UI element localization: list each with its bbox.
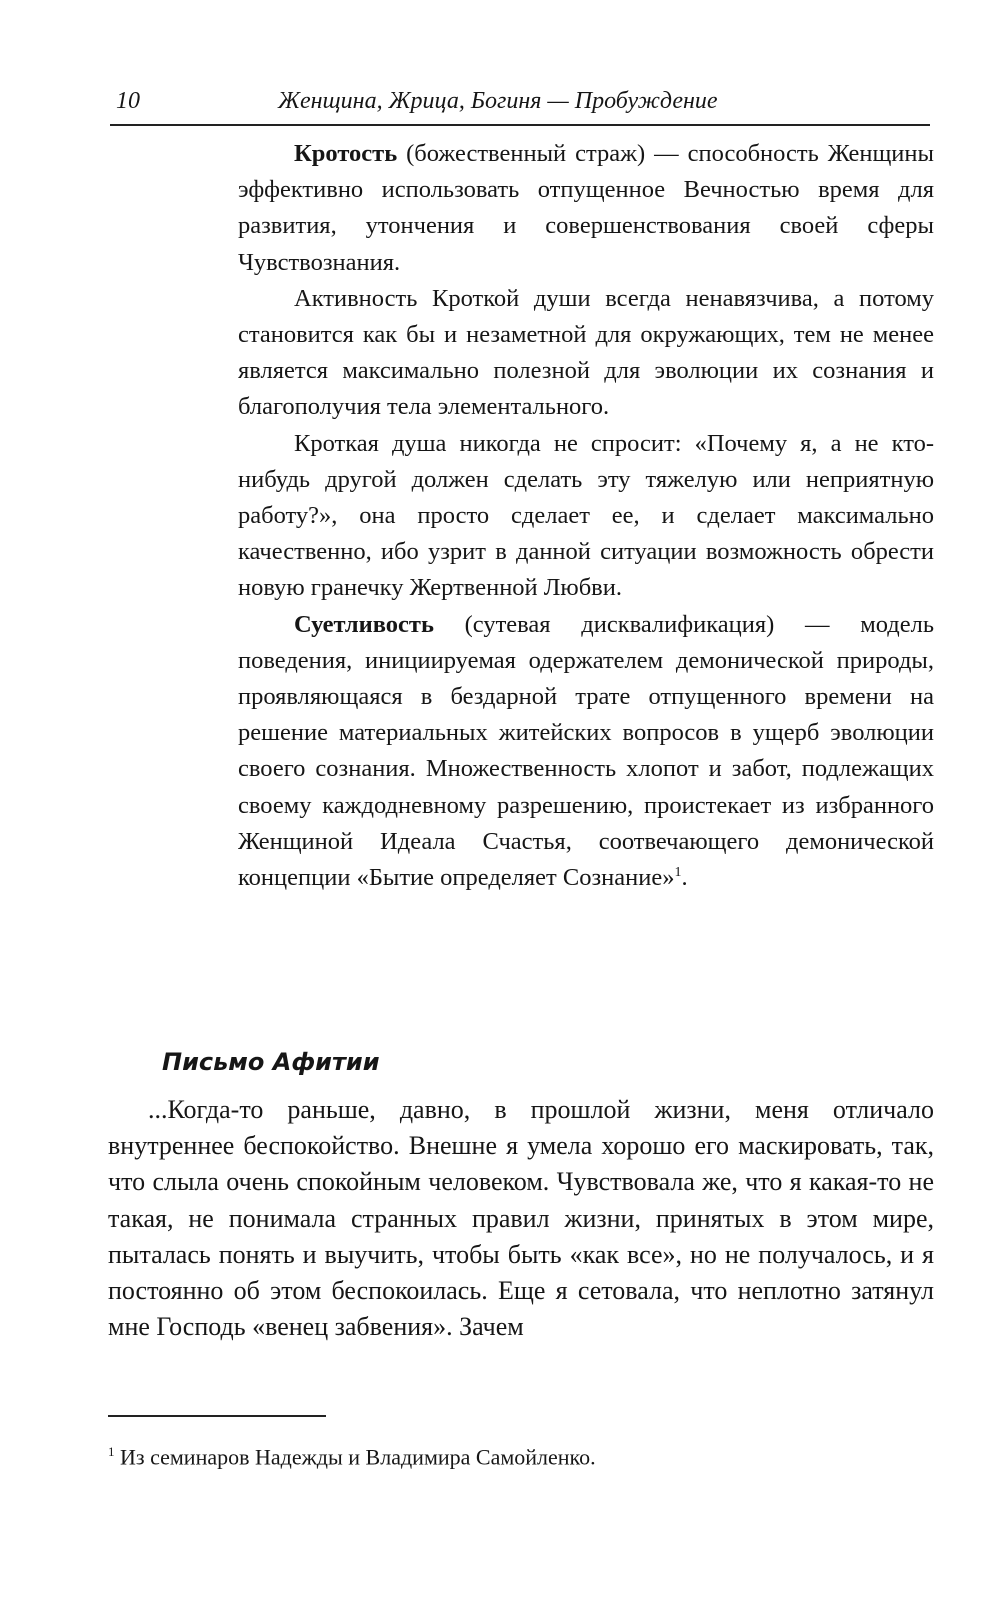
paragraph-activity-text: Активность Кроткой души всегда ненавязчива, а потому становится как бы и незаметной для окружающих, тем не менее является максимально полезной для эволюции их сознания и благополучия тела элементального. — [238, 284, 934, 421]
paragraph-meek-soul — [238, 426, 934, 607]
paragraph-meek-soul-text: Кроткая душа никогда не спросит: «Почему я, а не кто-нибудь другой должен сделать эту тяжелую или неприятную работу?», она просто сделает ее, и сделает максимально качественно, ибо узрит в данной ситуации возможность обрести новую гранечку Жертвенной Любви. — [238, 429, 934, 602]
paragraph-suetlivost-end: . — [681, 864, 688, 892]
page-header — [110, 82, 930, 126]
footnote — [108, 1438, 934, 1471]
term-krotost: Кротость — [294, 140, 398, 167]
footnote-reference: 1 — [674, 864, 682, 880]
paragraph-suetlivost — [238, 607, 934, 897]
letter-section — [108, 1044, 934, 1345]
footnote-divider — [108, 1415, 326, 1417]
letter-heading: Письмо Афитии — [162, 1048, 380, 1076]
term-suetlivost: Суетливость — [294, 610, 434, 638]
definitions-block — [238, 136, 934, 896]
letter-text: ...Когда-то раньше, давно, в прошлой жизни, меня отличало внутреннее беспокойство. Внешне я умела хорошо его маскировать, так, что слыла очень спокойным человеком. Чувствовала же, что я какая-то не такая, не понимала странных правил жизни, принятых в этом мире, пыталась понять и выучить, чтобы быть «как все», но не получалось, и я постоянно об этом беспокоилась. Еще я сетовала, что неплотно затянул мне Господь «венец забвения». Зачем — [108, 1095, 934, 1342]
paragraph-activity — [238, 281, 934, 426]
paragraph-suetlivost-text: (сутевая дисквалификация) — модель поведения, инициируемая одержателем демонической природы, проявляющаяся в бездарной трате отпущенного времени на решение материальных житейских вопросов в ущерб эволюции своего сознания. Множественность хлопот и забот, подлежащих своему каждодневному разрешению, проистекает из избранного Женщиной Идеала Счастья, соотвечающего демонической концепции «Бытие определяет Сознание» — [238, 610, 934, 892]
page-number: 10 — [116, 88, 140, 114]
running-title: Женщина, Жрица, Богиня — Пробуждение — [278, 88, 718, 114]
paragraph-krotost — [238, 136, 934, 281]
footnote-text: Из семинаров Надежды и Владимира Самойленко. — [114, 1444, 596, 1470]
footnote-marker: 1 — [108, 1444, 115, 1459]
paragraph-krotost-text: (божественный страж) — способность Женщины эффективно использовать отпущенное Вечностью время для развития, утончения и совершенствования своей сферы Чувствознания. — [238, 140, 934, 276]
